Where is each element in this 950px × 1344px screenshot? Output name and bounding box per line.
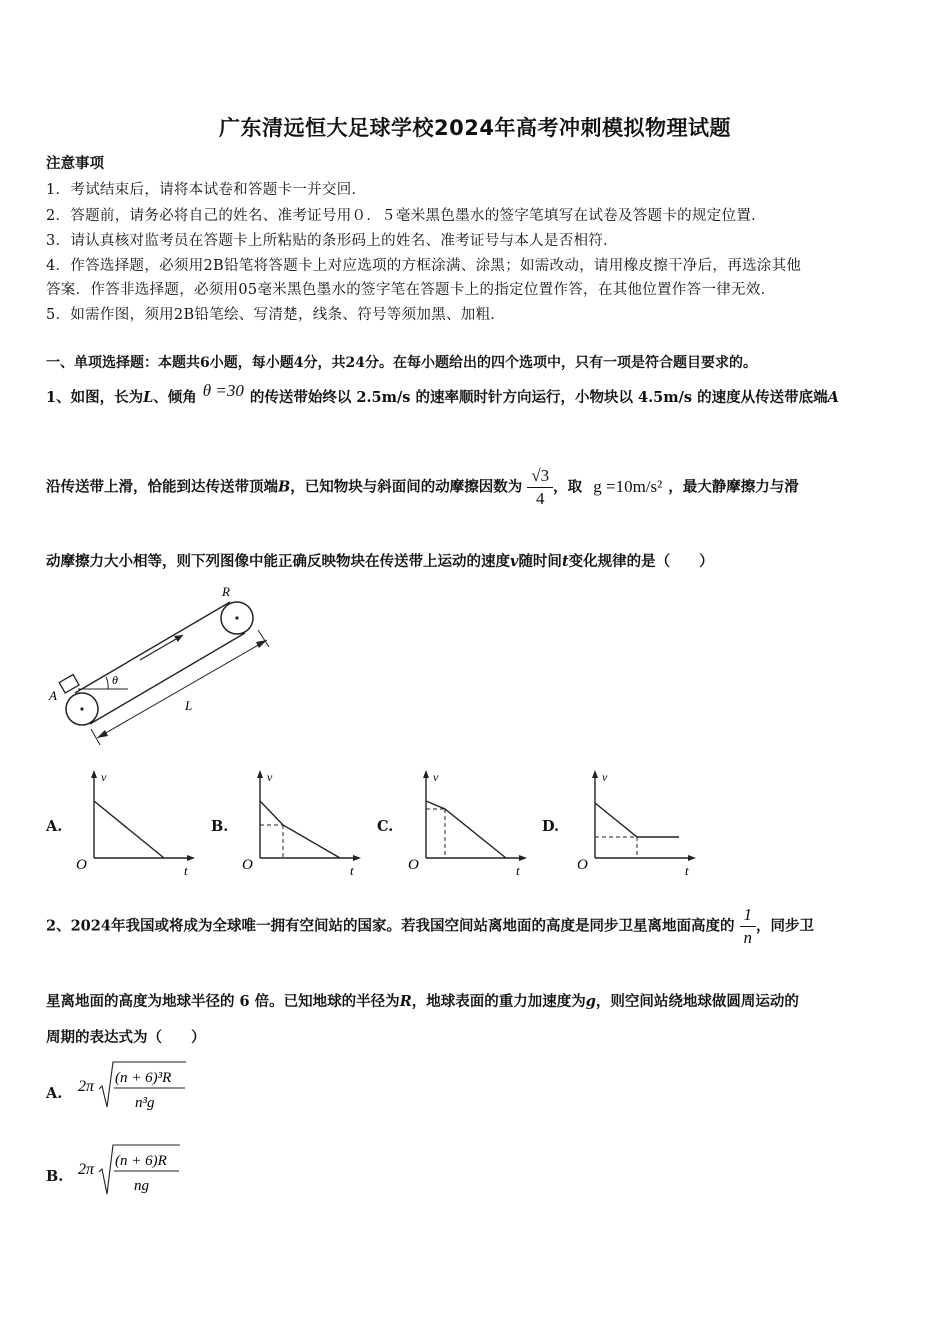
q2-line1: 2、2024年我国或将成为全球唯一拥有空间站的国家。若我国空间站离地面的高度是同步卫星离地面高度的 $\frac{1}{n}$ ，同步卫 (46, 905, 815, 947)
svg-text:v: v (433, 770, 439, 784)
svg-text:(n + 6)³R: (n + 6)³R (115, 1070, 172, 1086)
q1-option-b-graph[interactable] (236, 765, 366, 880)
label-A: A (49, 688, 57, 703)
q1-line3: 动摩擦力大小相等，则下列图像中能正确反映物块在传送带上运动的速度v随时间t变化规律的是（ ） (46, 553, 714, 570)
section-heading: 一、单项选择题：本题共6小题，每小题4分，共24分。在每小题给出的四个选项中，只有一项是符合题目要求的。 (46, 355, 757, 371)
notice-item: 2．答题前，请务必将自己的姓名、准考证号用０．５毫米黑色墨水的签字笔填写在试卷及答题卡的规定位置． (46, 208, 766, 224)
svg-text:v: v (267, 770, 273, 784)
q2-option-a-label[interactable]: A. (46, 1085, 63, 1102)
page-title: 广东清远恒大足球学校2024年高考冲刺模拟物理试题 (219, 116, 731, 140)
q2-line2: 星离地面的高度为地球半径的 6 倍。已知地球的半径为R，地球表面的重力加速度为g，则空间站绕地球做圆周运动的 (46, 993, 799, 1010)
block (59, 675, 79, 693)
one-over-n: $\frac{1}{n}$ (740, 904, 757, 949)
svg-text:O: O (577, 857, 588, 873)
svg-text:v: v (602, 770, 608, 784)
notice-item: 答案．作答非选择题，必须用05毫米黑色墨水的签字笔在答题卡上的指定位置作答，在其他位置作答一律无效． (46, 282, 776, 298)
q2-line3: 周期的表达式为（ ） (46, 1029, 206, 1046)
svg-text:2π: 2π (78, 1161, 95, 1178)
svg-text:v: v (101, 770, 107, 784)
q2-option-b-formula[interactable] (74, 1138, 214, 1203)
q1-line1: 1、如图，长为L、倾角 θ =30 的传送带始终以 2.5m/s 的速率顺时针方向运行，小物块以 4.5m/s 的速度从传送带底端A (46, 381, 839, 406)
svg-text:2π: 2π (78, 1078, 95, 1095)
label-R: R (222, 584, 230, 599)
q2-option-b-label[interactable]: B. (46, 1168, 64, 1185)
q1-option-a-label[interactable]: A. (46, 818, 63, 835)
notice-item: 3．请认真核对监考员在答题卡上所粘贴的条形码上的姓名、准考证号与本人是否相符． (46, 233, 618, 249)
label-theta: θ (112, 673, 118, 687)
q1-option-a-graph[interactable] (70, 765, 200, 880)
svg-text:O: O (76, 857, 87, 873)
svg-text:(n + 6)R: (n + 6)R (115, 1153, 167, 1169)
notice-item: 4．作答选择题，必须用2B铅笔将答题卡上对应选项的方框涂满、涂黑；如需改动，请用橡皮擦干净后，再选涂其他 (46, 258, 802, 274)
svg-text:n³g: n³g (135, 1095, 155, 1111)
q1-option-b-label[interactable]: B. (211, 818, 229, 835)
q1-line2: 沿传送带上滑，恰能到达传送带顶端B，已知物块与斜面间的动摩擦因数为 $\frac{√3}{4}$ ，取 g =10m/s² ，最大静摩擦力与滑 (46, 466, 799, 508)
conveyor-figure (40, 580, 290, 755)
svg-text:ng: ng (134, 1178, 149, 1194)
q1-option-c-label[interactable]: C. (377, 818, 394, 835)
q1-option-d-graph[interactable] (571, 765, 701, 880)
svg-text:O: O (408, 857, 419, 873)
svg-text:O: O (242, 857, 253, 873)
mu-fraction: $\frac{√3}{4}$ (527, 465, 553, 510)
svg-text:t: t (350, 863, 354, 878)
q1-option-c-graph[interactable] (402, 765, 532, 880)
g-expr: g =10m/s² (593, 476, 663, 496)
notice-heading: 注意事项 (46, 156, 104, 172)
label-L: L (185, 698, 193, 713)
notice-item: 5．如需作图，须用2B铅笔绘、写清楚，线条、符号等须加黑、加粗． (46, 307, 506, 323)
notice-item: 1．考试结束后，请将本试卷和答题卡一并交回． (46, 182, 367, 198)
svg-text:t: t (685, 863, 689, 878)
svg-text:t: t (184, 863, 188, 878)
q2-option-a-formula[interactable] (74, 1055, 214, 1120)
q1-option-d-label[interactable]: D. (542, 818, 560, 835)
theta-expr: θ =30 (202, 381, 244, 400)
svg-text:t: t (516, 863, 520, 878)
